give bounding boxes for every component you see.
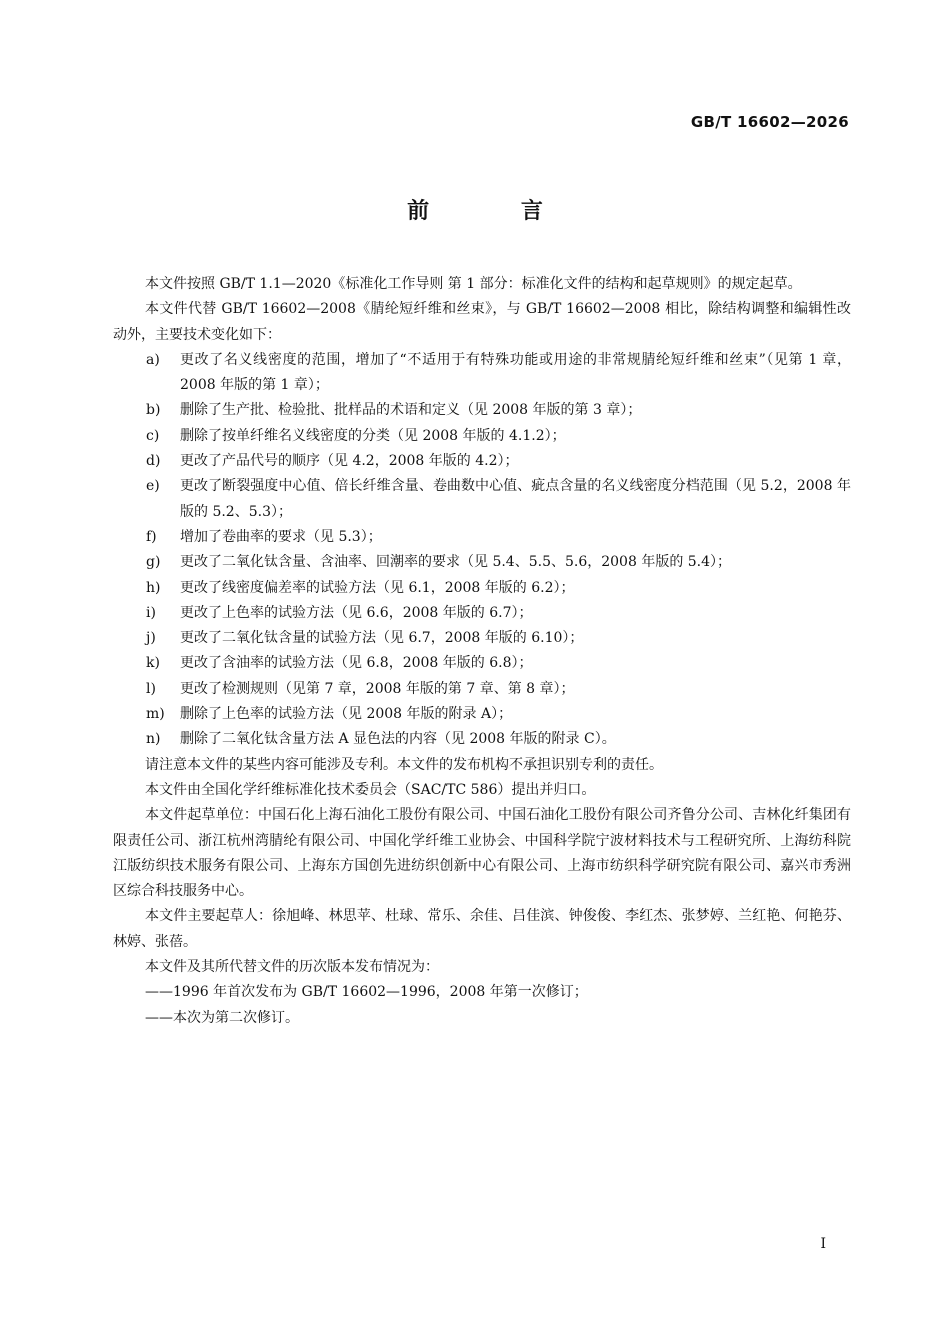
list-item — [113, 677, 851, 702]
intro-paragraph: 本文件代替 GB/T 16602—2008《腈纶短纤维和丝束》，与 GB/T 16602—2008 相比，除结构调整和编辑性改动外，主要技术变化如下： — [113, 301, 851, 343]
list-item — [113, 348, 851, 399]
list-item — [113, 626, 851, 651]
standard-code: GB/T 16602—2026 — [690, 113, 849, 131]
changes-list — [113, 348, 851, 753]
list-item — [113, 398, 851, 423]
list-marker: m) — [146, 706, 165, 723]
drafting-units-paragraph: 本文件起草单位：中国石化上海石油化工股份有限公司、中国石油化工股份有限公司齐鲁分公司、吉林化纤集团有限责任公司、浙江杭州湾腈纶有限公司、中国化学纤维工业协会、中国科学院宁波材料技术与工程研究所、上海纺科院江版纺织技术服务有限公司、上海东方国创先进纺织创新中心有限公司、上海市纺织科学研究院有限公司、嘉兴市秀洲区综合科技服务中心。 — [113, 807, 851, 900]
list-marker: l) — [146, 680, 156, 697]
list-marker: e) — [146, 478, 160, 495]
list-item — [113, 702, 851, 727]
list-marker: k) — [146, 655, 160, 672]
list-marker: h) — [146, 579, 161, 596]
patent-notice: 请注意本文件的某些内容可能涉及专利。本文件的发布机构不承担识别专利的责任。 — [145, 756, 663, 773]
list-text: 更改了名义线密度的范围，增加了“不适用于有特殊功能或用途的非常规腈纶短纤维和丝束”（见第 1 章，2008 年版的第 1 章）； — [180, 351, 851, 394]
list-item — [113, 601, 851, 626]
list-text: 更改了检测规则（见第 7 章，2008 年版的第 7 章、第 8 章）； — [180, 680, 575, 697]
list-item — [113, 525, 851, 550]
list-marker: n) — [146, 731, 161, 748]
list-text: 更改了二氧化钛含量的试验方法（见 6.7，2008 年版的 6.10）； — [180, 630, 584, 647]
list-marker: f) — [146, 528, 157, 545]
list-text: 删除了二氧化钛含量方法 A 显色法的内容（见 2008 年版的附录 C）。 — [180, 731, 616, 748]
list-marker: c) — [146, 427, 160, 444]
list-text: 更改了上色率的试验方法（见 6.6，2008 年版的 6.7）； — [180, 604, 533, 621]
history-intro-paragraph: 本文件及其所代替文件的历次版本发布情况为： — [145, 959, 439, 976]
list-text: 更改了产品代号的顺序（见 4.2，2008 年版的 4.2）； — [180, 453, 519, 470]
history-item: ——1996 年首次发布为 GB/T 16602—1996，2008 年第一次修订； — [145, 984, 588, 1001]
list-text: 更改了线密度偏差率的试验方法（见 6.1，2008 年版的 6.2）； — [180, 579, 575, 596]
list-item — [113, 449, 851, 474]
drafters-paragraph: 本文件主要起草人：徐旭峰、林思苹、杜球、常乐、余佳、吕佳滨、钟俊俊、李红杰、张梦婷、兰红艳、何艳芬、林婷、张蓓。 — [113, 908, 851, 950]
list-text: 增加了卷曲率的要求（见 5.3）； — [180, 528, 382, 545]
list-marker: j) — [146, 630, 156, 647]
document-body — [113, 272, 851, 1031]
list-item — [113, 727, 851, 752]
list-item — [113, 651, 851, 676]
list-text: 删除了按单纤维名义线密度的分类（见 2008 年版的 4.1.2）； — [180, 427, 566, 444]
list-item — [113, 424, 851, 449]
list-text: 更改了断裂强度中心值、倍长纤维含量、卷曲数中心值、疵点含量的名义线密度分档范围（见 5.2，2008 年版的 5.2、5.3）； — [180, 478, 851, 520]
list-text: 删除了上色率的试验方法（见 2008 年版的附录 A）； — [180, 706, 513, 723]
list-marker: a) — [146, 351, 160, 368]
history-item: ——本次为第二次修订。 — [145, 1009, 299, 1026]
list-marker: g) — [146, 554, 161, 571]
list-text: 更改了二氧化钛含量、含油率、回潮率的要求（见 5.4、5.5、5.6，2008 年版的 5.4）； — [180, 554, 732, 571]
list-item — [113, 550, 851, 575]
page-number: I — [820, 1236, 826, 1252]
list-text: 删除了生产批、检验批、批样品的术语和定义（见 2008 年版的第 3 章）； — [180, 402, 642, 419]
list-text: 更改了含油率的试验方法（见 6.8，2008 年版的 6.8）； — [180, 655, 533, 672]
intro-paragraph: 本文件按照 GB/T 1.1—2020《标准化工作导则 第 1 部分：标准化文件的结构和起草规则》的规定起草。 — [145, 276, 802, 292]
list-marker: d) — [146, 453, 161, 470]
list-item — [113, 576, 851, 601]
list-item — [113, 474, 851, 525]
page-title: 前 言 — [407, 199, 585, 224]
list-marker: i) — [146, 604, 156, 621]
committee-paragraph: 本文件由全国化学纤维标准化技术委员会（SAC/TC 586）提出并归口。 — [145, 781, 596, 798]
list-marker: b) — [146, 402, 161, 419]
